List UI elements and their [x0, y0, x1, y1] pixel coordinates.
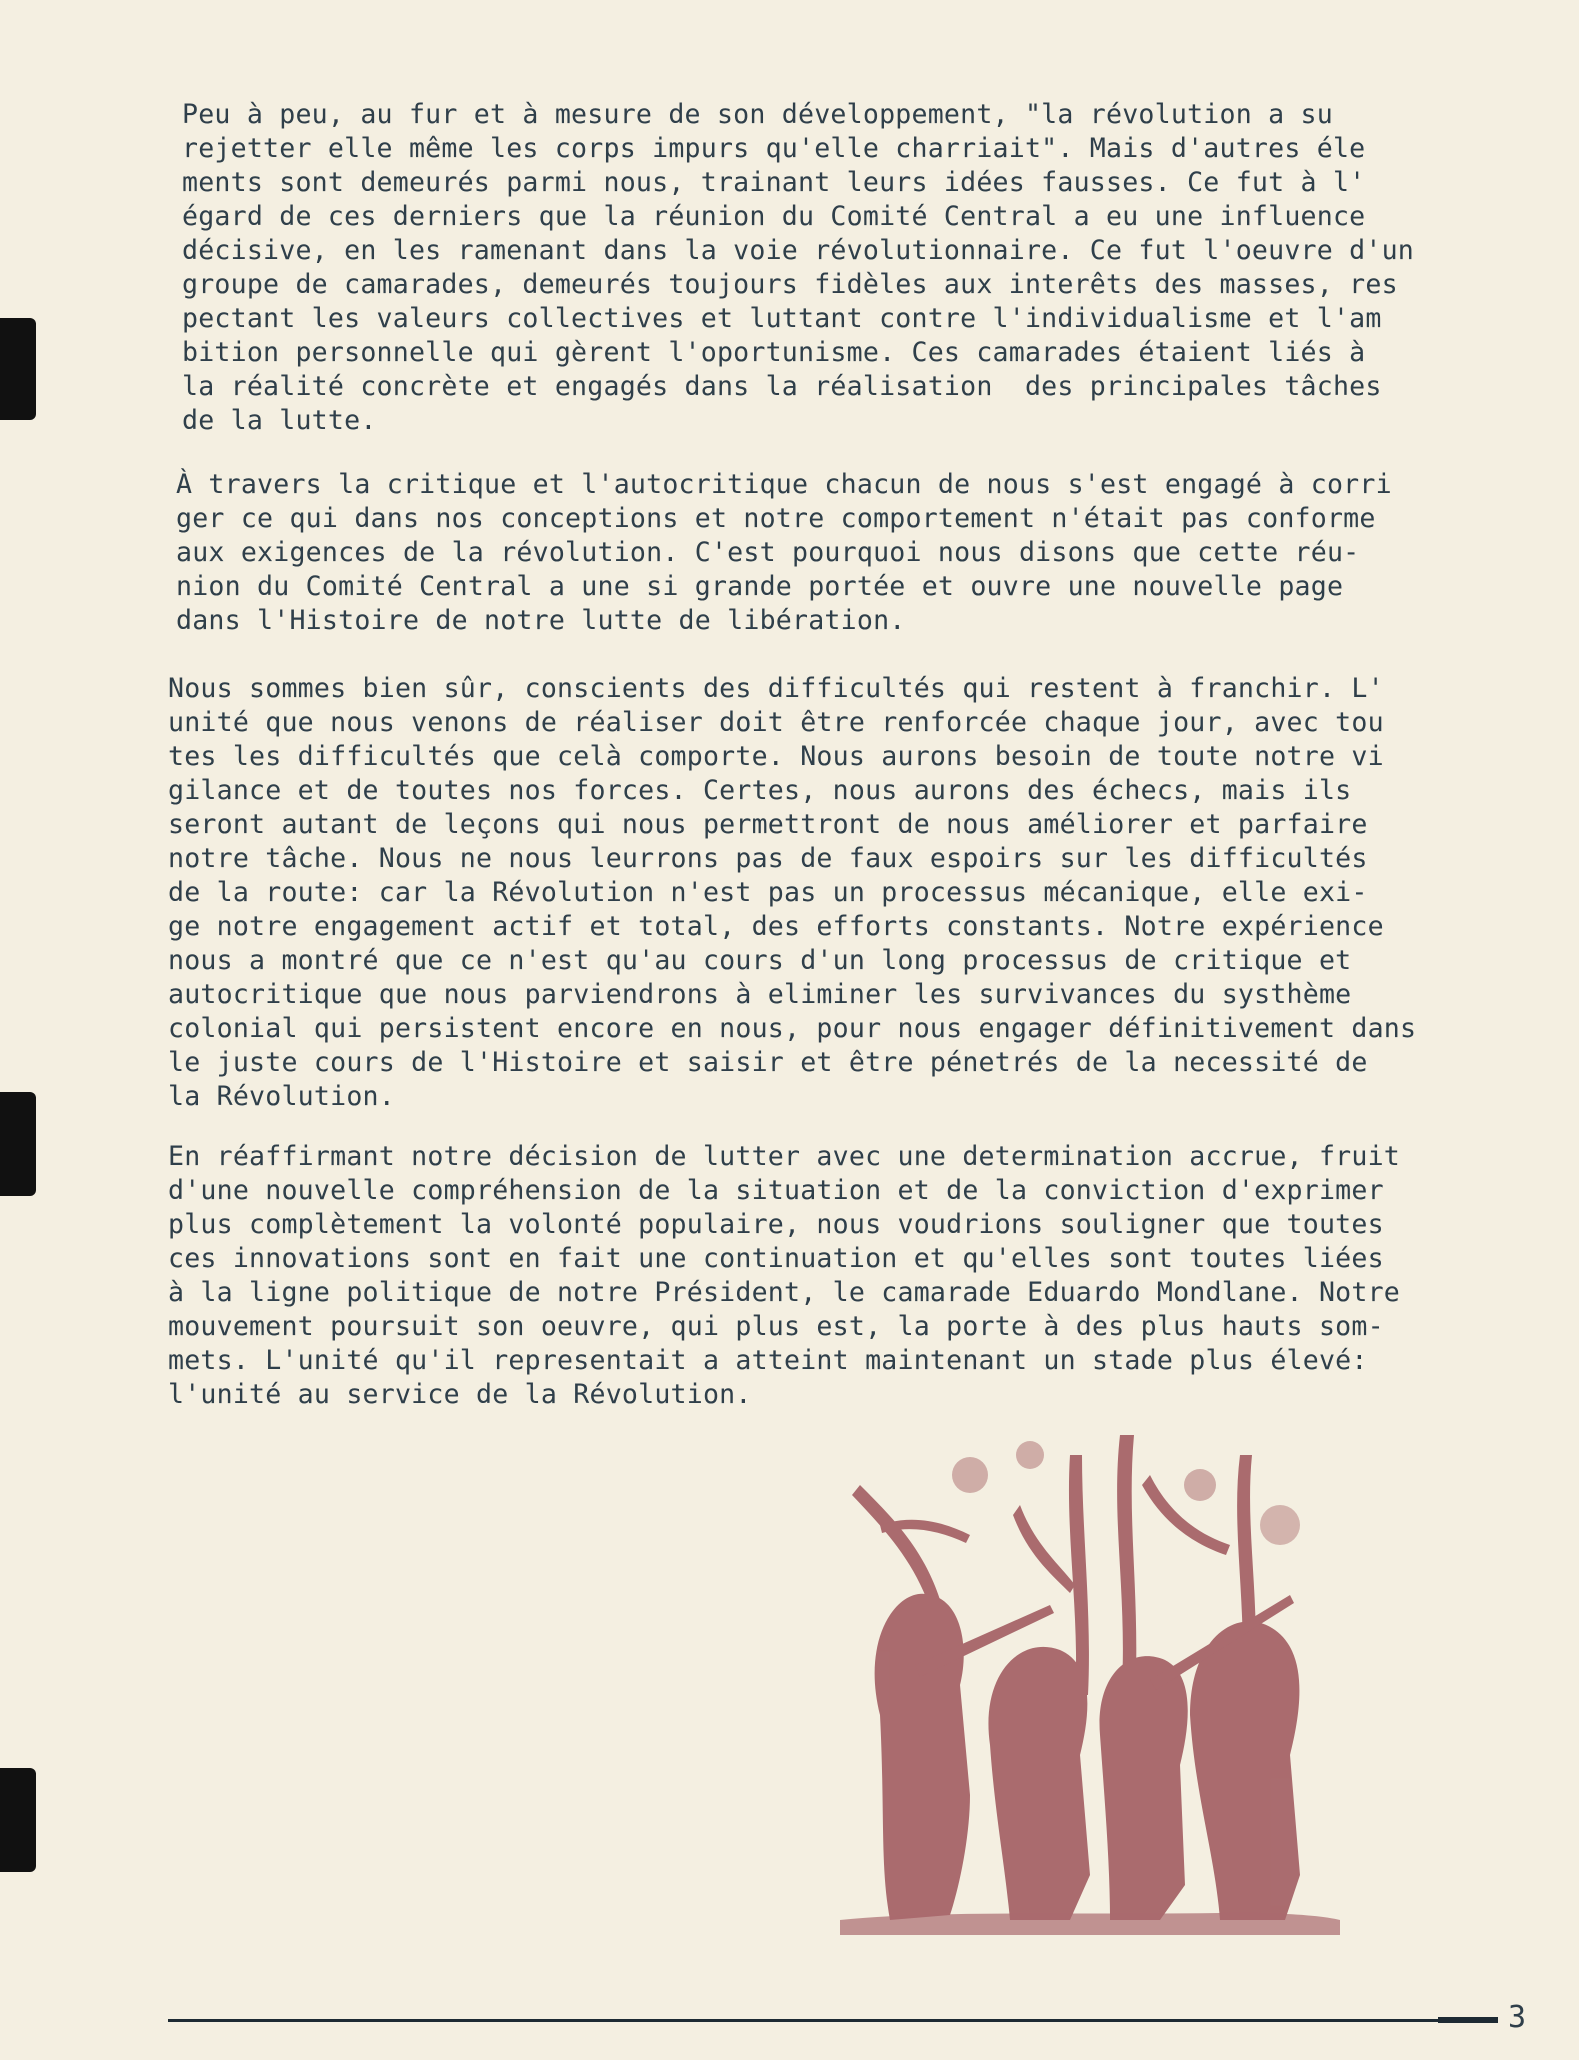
- text-line: groupe de camarades, demeurés toujours fidèles aux interêts des masses, res: [182, 269, 1398, 300]
- text-line: la réalité concrète et engagés dans la réalisation des principales tâches: [182, 371, 1382, 402]
- text-line: bition personnelle qui gèrent l'oportunisme. Ces camarades étaient liés à: [182, 337, 1366, 368]
- text-line: dans l'Histoire de notre lutte de libération.: [176, 605, 906, 636]
- text-line: seront autant de leçons qui nous permettront de nous améliorer et parfaire: [168, 809, 1368, 840]
- paragraph-1: [182, 98, 1414, 438]
- text-line: ge notre engagement actif et total, des efforts constants. Notre expérience: [168, 911, 1384, 942]
- guerrilla-fighters-woodcut-icon: [820, 1415, 1345, 1940]
- text-line: l'unité au service de la Révolution.: [168, 1379, 752, 1410]
- text-line: nous a montré que ce n'est qu'au cours d'un long processus de critique et: [168, 945, 1352, 976]
- text-line: ger ce qui dans nos conceptions et notre comportement n'était pas conforme: [176, 503, 1376, 534]
- paragraph-3: [168, 672, 1416, 1114]
- binding-hole-mark: [0, 1092, 36, 1196]
- page-number: 3: [1508, 2000, 1527, 2035]
- binding-hole-mark: [0, 318, 36, 420]
- text-line: ments sont demeurés parmi nous, trainant leurs idées fausses. Ce fut à l': [182, 167, 1366, 198]
- text-line: À travers la critique et l'autocritique chacun de nous s'est engagé à corri: [176, 469, 1392, 500]
- text-line: notre tâche. Nous ne nous leurrons pas de faux espoirs sur les difficultés: [168, 843, 1368, 874]
- text-line: autocritique que nous parviendrons à eliminer les survivances du systhème: [168, 979, 1352, 1010]
- text-line: Nous sommes bien sûr, conscients des difficultés qui restent à franchir. L': [168, 673, 1384, 704]
- text-line: la Révolution.: [168, 1081, 395, 1112]
- text-line: d'une nouvelle compréhension de la situation et de la conviction d'exprimer: [168, 1175, 1384, 1206]
- text-line: gilance et de toutes nos forces. Certes, nous aurons des échecs, mais ils: [168, 775, 1352, 806]
- paragraph-2: [176, 468, 1392, 638]
- text-line: pectant les valeurs collectives et luttant contre l'individualisme et l'am: [182, 303, 1382, 334]
- text-line: ces innovations sont en fait une continuation et qu'elles sont toutes liées: [168, 1243, 1384, 1274]
- text-line: mets. L'unité qu'il representait a atteint maintenant un stade plus élevé:: [168, 1345, 1368, 1376]
- text-line: plus complètement la volonté populaire, nous voudrions souligner que toutes: [168, 1209, 1384, 1240]
- text-line: unité que nous venons de réaliser doit être renforcée chaque jour, avec tou: [168, 707, 1384, 738]
- text-line: tes les difficultés que celà comporte. Nous aurons besoin de toute notre vi: [168, 741, 1384, 772]
- text-line: nion du Comité Central a une si grande portée et ouvre une nouvelle page: [176, 571, 1344, 602]
- text-line: mouvement poursuit son oeuvre, qui plus est, la porte à des plus hauts som-: [168, 1311, 1384, 1342]
- text-line: En réaffirmant notre décision de lutter avec une determination accrue, fruit: [168, 1141, 1401, 1172]
- text-line: aux exigences de la révolution. C'est pourquoi nous disons que cette réu-: [176, 537, 1360, 568]
- text-line: rejetter elle même les corps impurs qu'elle charriait". Mais d'autres éle: [182, 133, 1366, 164]
- binding-hole-mark: [0, 1768, 36, 1872]
- text-line: égard de ces derniers que la réunion du Comité Central a eu une influence: [182, 201, 1366, 232]
- footer-rule: [168, 2019, 1498, 2022]
- text-line: Peu à peu, au fur et à mesure de son développement, "la révolution a su: [182, 99, 1333, 130]
- text-line: décisive, en les ramenant dans la voie révolutionnaire. Ce fut l'oeuvre d'un: [182, 235, 1415, 266]
- text-line: de la lutte.: [182, 405, 377, 436]
- text-line: à la ligne politique de notre Président, le camarade Eduardo Mondlane. Notre: [168, 1277, 1401, 1308]
- paragraph-4: [168, 1140, 1400, 1412]
- text-line: colonial qui persistent encore en nous, pour nous engager définitivement dans: [168, 1013, 1417, 1044]
- text-line: de la route: car la Révolution n'est pas un processus mécanique, elle exi-: [168, 877, 1368, 908]
- text-line: le juste cours de l'Histoire et saisir et être pénetrés de la necessité de: [168, 1047, 1368, 1078]
